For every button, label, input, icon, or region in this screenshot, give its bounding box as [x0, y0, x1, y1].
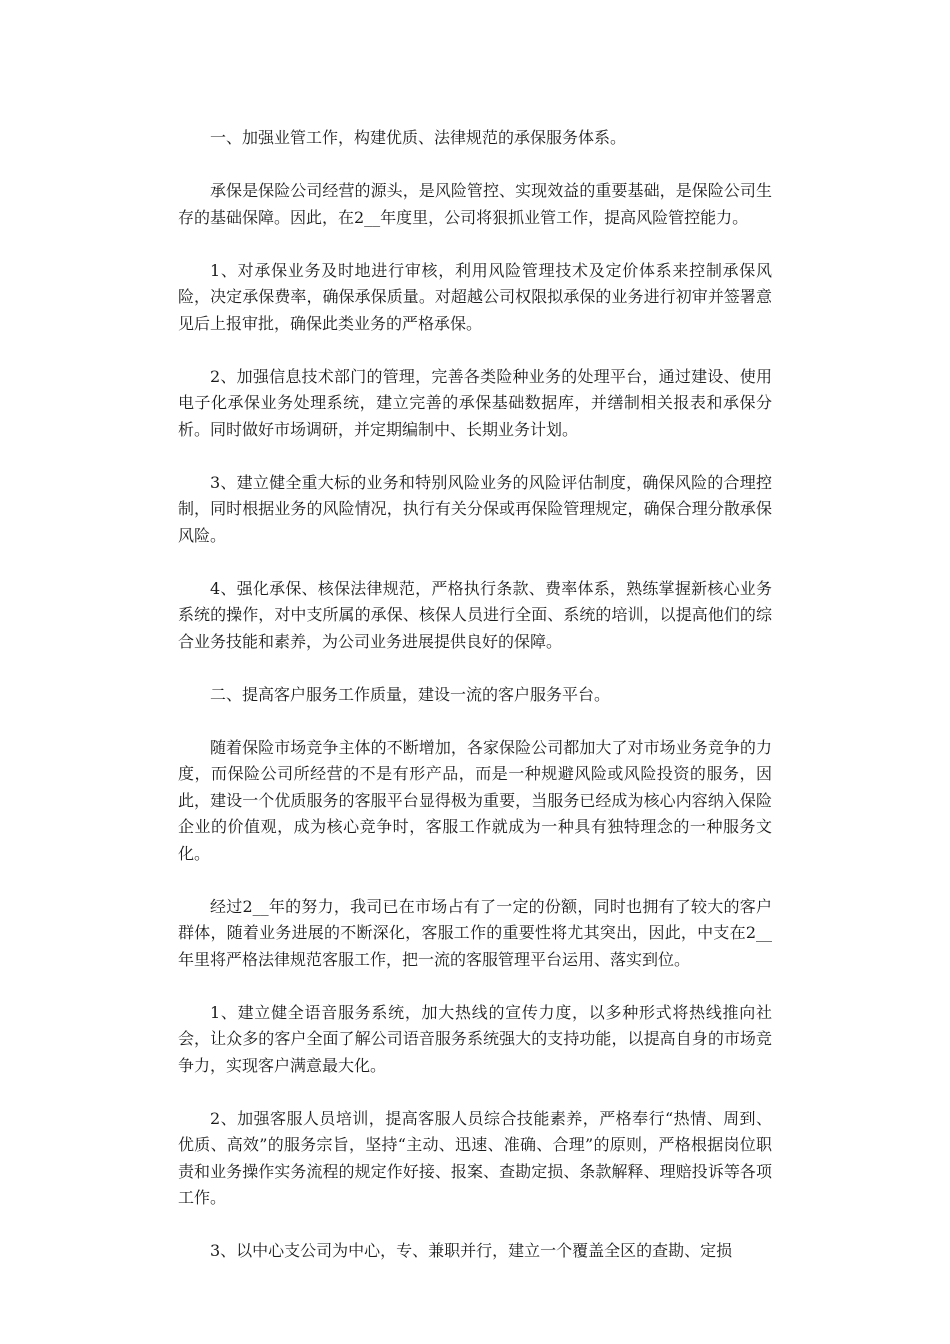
section-heading-underwriting: 一、加强业管工作，构建优质、法律规范的承保服务体系。: [210, 128, 627, 147]
paragraph-underwriting-intro: 承保是保险公司经营的源头，是风险管控、实现效益的重要基础，是保险公司生存的基础保障。因此，在2__年度里，公司将狠抓业管工作，提高风险管控能力。: [178, 181, 772, 227]
paragraph-customer-service-intro: 随着保险市场竞争主体的不断增加，各家保险公司都加大了对市场业务竞争的力度，而保险公司所经营的不是有形产品，而是一种规避风险或风险投资的服务，因此，建设一个优质服务的客服平台显得极为重要，当服务已经成为核心内容纳入保险企业的价值观，成为核心竞争时，客服工作就成为一种具有独特理念的一种服务文化。: [178, 737, 772, 863]
list-item-service-1: 1、建立健全语音服务系统，加大热线的宣传力度，以多种形式将热线推向社会，让众多的客户全面了解公司语音服务系统强大的支持功能，以提高自身的市场竞争力，实现客户满意最大化。: [178, 1002, 772, 1075]
list-item-service-2: 2、加强客服人员培训，提高客服人员综合技能素养，严格奉行“热情、周到、优质、高效”的服务宗旨，坚持“主动、迅速、准确、合理”的原则，严格根据岗位职责和业务操作实务流程的规定作好接、报案、查勘定损、条款解释、理赔投诉等各项工作。: [178, 1108, 772, 1207]
list-item-underwriting-4: 4、强化承保、核保法律规范，严格执行条款、费率体系，熟练掌握新核心业务系统的操作，对中支所属的承保、核保人员进行全面、系统的培训，以提高他们的综合业务技能和素养，为公司业务进展提供良好的保障。: [178, 578, 772, 651]
list-item-service-3: 3、以中心支公司为中心，专、兼职并行，建立一个覆盖全区的查勘、定损: [210, 1241, 733, 1260]
list-item-underwriting-3: 3、建立健全重大标的业务和特别风险业务的风险评估制度，确保风险的合理控制，同时根据业务的风险情况，执行有关分保或再保险管理规定，确保合理分散承保风险。: [178, 472, 772, 545]
list-item-underwriting-1: 1、对承保业务及时地进行审核，利用风险管理技术及定价体系来控制承保风险，决定承保费率，确保承保质量。对超越公司权限拟承保的业务进行初审并签署意见后上报审批，确保此类业务的严格承保。: [178, 260, 772, 333]
list-item-underwriting-2: 2、加强信息技术部门的管理，完善各类险种业务的处理平台，通过建设、使用电子化承保业务处理系统，建立完善的承保基础数据库，并缮制相关报表和承保分析。同时做好市场调研，并定期编制中、长期业务计划。: [178, 366, 772, 439]
paragraph-customer-service-plan: 经过2__年的努力，我司已在市场占有了一定的份额，同时也拥有了较大的客户群体，随着业务进展的不断深化，客服工作的重要性将尤其突出，因此，中支在2__年里将严格法律规范客服工作，把一流的客服管理平台运用、落实到位。: [178, 896, 772, 969]
section-heading-customer-service: 二、提高客户服务工作质量，建设一流的客户服务平台。: [210, 684, 611, 704]
document-body: [178, 125, 772, 1291]
